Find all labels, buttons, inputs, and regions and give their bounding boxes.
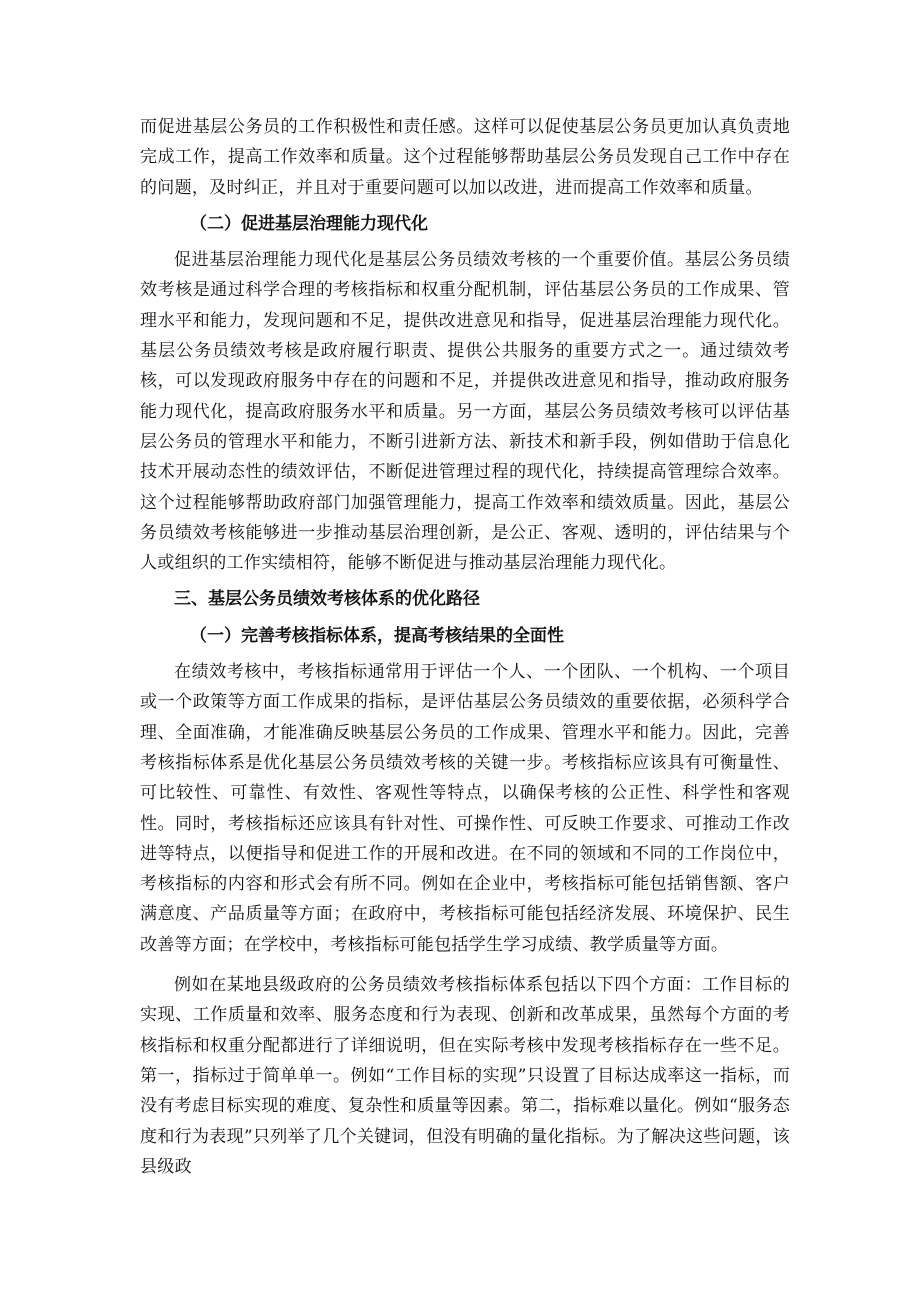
paragraph-gap	[140, 960, 790, 970]
section-heading-2: （二）促进基层治理能力现代化	[190, 213, 428, 234]
document-page	[140, 112, 790, 1182]
section-heading-3-1: （一）完善考核指标体系，提高考核结果的全面性	[190, 625, 564, 646]
paragraph-continuation: 而促进基层公务员的工作积极性和责任感。这样可以促使基层公务员更加认真负责地完成工作，提高工作效率和质量。这个过程能够帮助基层公务员发现自己工作中存在的问题，及时纠正，并且对于重要问题可以加以改进，进而提高工作效率和质量。	[140, 117, 790, 198]
paragraph-indicators: 在绩效考核中，考核指标通常用于评估一个人、一个团队、一个机构、一个项目或一个政策等方面工作成果的指标，是评估基层公务员绩效的重要依据，必须科学合理、全面准确，才能准确反映基层公务员的工作成果、管理水平和能力。因此，完善考核指标体系是优化基层公务员绩效考核的关键一步。考核指标应该具有可衡量性、可比较性、可靠性、有效性、客观性等特点，以确保考核的公正性、科学性和客观性。同时，考核指标还应该具有针对性、可操作性、可反映工作要求、可推动工作改进等特点，以便指导和促进工作的开展和改进。在不同的领域和不同的工作岗位中，考核指标的内容和形式会有所不同。例如在企业中，考核指标可能包括销售额、客户满意度、产品质量等方面；在政府中，考核指标可能包括经济发展、环境保护、民生改善等方面；在学校中，考核指标可能包括学生学习成绩、教学质量等方面。	[140, 662, 790, 955]
paragraph-example: 例如在某地县级政府的公务员绩效考核指标体系包括以下四个方面：工作目标的实现、工作质量和效率、服务态度和行为表现、创新和改革成果，虽然每个方面的考核指标和权重分配都进行了详细说明，但在实际考核中发现考核指标存在一些不足。第一，指标过于简单单一。例如“工作目标的实现”只设置了目标达成率这一指标，而没有考虑目标实现的难度、复杂性和质量等因素。第二，指标难以量化。例如“服务态度和行为表现”只列举了几个关键词，但没有明确的量化指标。为了解决这些问题，该县级政	[140, 975, 790, 1177]
chapter-heading-3: 三、基层公务员绩效考核体系的优化路径	[174, 589, 480, 610]
paragraph-governance: 促进基层治理能力现代化是基层公务员绩效考核的一个重要价值。基层公务员绩效考核是通过科学合理的考核指标和权重分配机制，评估基层公务员的工作成果、管理水平和能力，发现问题和不足，提供改进意见和指导，促进基层治理能力现代化。基层公务员绩效考核是政府履行职责、提供公共服务的重要方式之一。通过绩效考核，可以发现政府服务中存在的问题和不足，并提供改进意见和指导，推动政府服务能力现代化，提高政府服务水平和质量。另一方面，基层公务员绩效考核可以评估基层公务员的管理水平和能力，不断引进新方法、新技术和新手段，例如借助于信息化技术开展动态性的绩效评估，不断促进管理过程的现代化，持续提高管理综合效率。这个过程能够帮助政府部门加强管理能力，提高工作效率和绩效质量。因此，基层公务员绩效考核能够进一步推动基层治理创新，是公正、客观、透明的，评估结果与个人或组织的工作实绩相符，能够不断促进与推动基层治理能力现代化。	[140, 250, 790, 574]
